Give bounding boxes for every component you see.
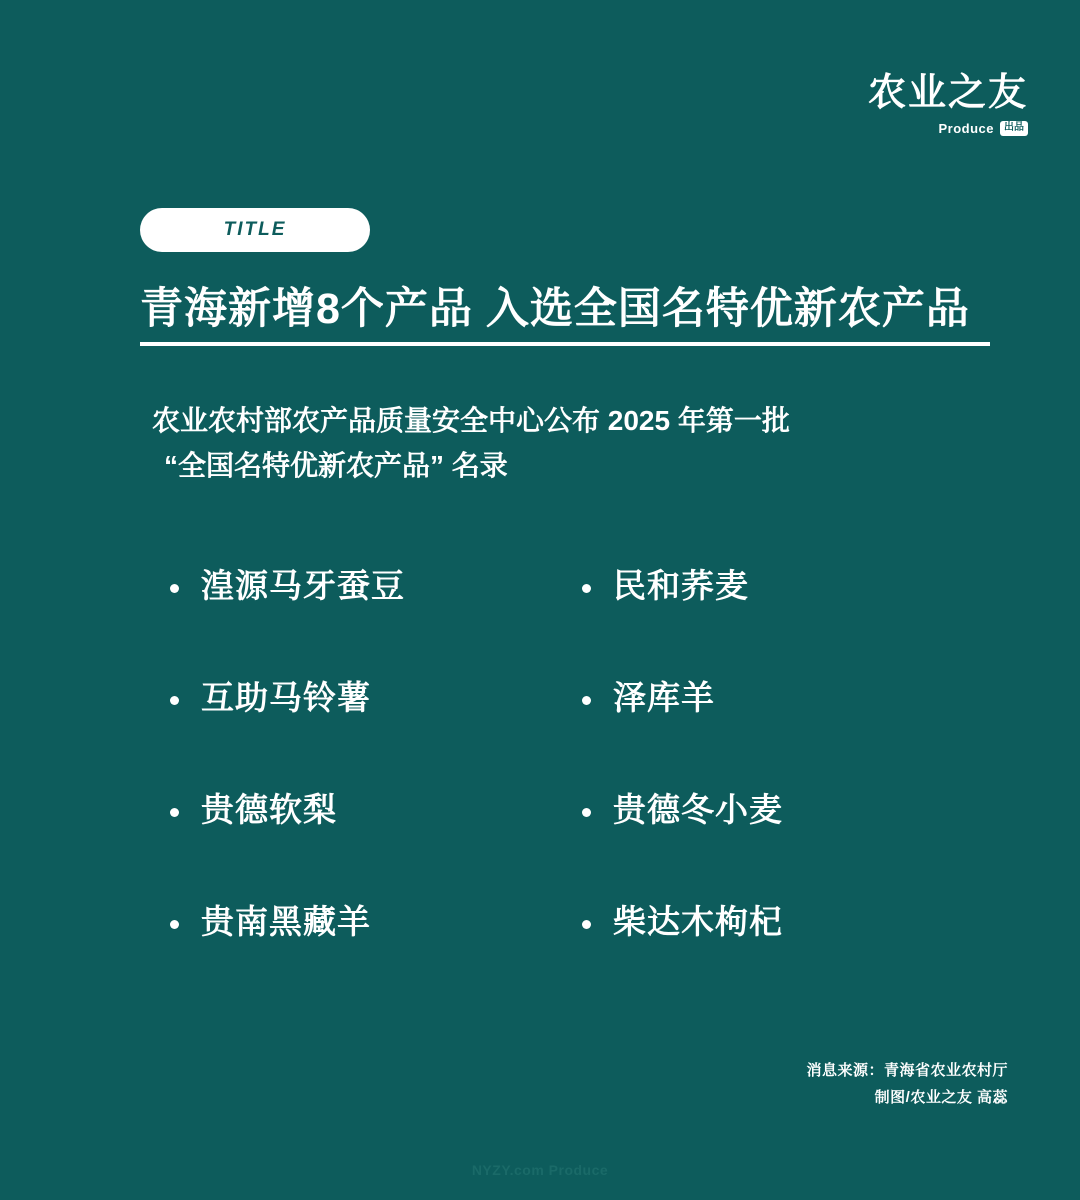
list-item-label: 互助马铃薯 bbox=[201, 679, 371, 716]
credits-author: 制图/农业之友 高蕊 bbox=[874, 1089, 1008, 1107]
lead-line-2: “全国名特优新农产品” 名录 bbox=[164, 450, 508, 482]
brand-subtitle-en: Produce bbox=[938, 121, 994, 136]
list-item-label: 贵德软梨 bbox=[201, 791, 337, 828]
list-item bbox=[560, 894, 950, 940]
bullet-dot-icon bbox=[582, 696, 591, 705]
bullet-dot-icon bbox=[170, 696, 179, 705]
bullet-dot-icon bbox=[170, 808, 179, 817]
list-item bbox=[150, 670, 560, 716]
list-item bbox=[560, 670, 950, 716]
product-list bbox=[150, 558, 950, 1006]
list-item bbox=[560, 558, 950, 604]
list-item bbox=[150, 894, 560, 940]
title-divider bbox=[140, 342, 990, 346]
brand-subtitle-row bbox=[868, 121, 1028, 136]
brand-name: 农业之友 bbox=[867, 72, 1028, 114]
list-item bbox=[150, 782, 560, 828]
bullet-dot-icon bbox=[170, 584, 179, 593]
bullet-dot-icon bbox=[582, 920, 591, 929]
credits-source: 消息来源：青海省农业农村厅 bbox=[806, 1061, 1008, 1079]
list-item-label: 柴达木枸杞 bbox=[613, 903, 783, 940]
list-item bbox=[560, 782, 950, 828]
list-item bbox=[150, 558, 560, 604]
list-item-label: 湟源马牙蚕豆 bbox=[201, 567, 405, 604]
credits-block bbox=[806, 1057, 1008, 1113]
bullet-dot-icon bbox=[170, 920, 179, 929]
brand-logo bbox=[868, 74, 1028, 136]
list-item-label: 民和荞麦 bbox=[613, 567, 749, 604]
list-item-label: 贵南黑藏羊 bbox=[201, 903, 371, 940]
page-title: 青海新增8个产品 入选全国名特优新农产品 bbox=[140, 285, 970, 333]
title-tag-pill bbox=[140, 208, 370, 252]
list-item-label: 泽库羊 bbox=[613, 679, 715, 716]
bullet-dot-icon bbox=[582, 584, 591, 593]
lead-paragraph bbox=[152, 398, 982, 489]
bullet-dot-icon bbox=[582, 808, 591, 817]
lead-line-1: 农业农村部农产品质量安全中心公布 2025 年第一批 bbox=[152, 405, 790, 436]
list-item-label: 贵德冬小麦 bbox=[613, 791, 783, 828]
title-tag-label: TITLE bbox=[223, 219, 287, 240]
footer-watermark: NYZY.com Produce bbox=[471, 1162, 609, 1178]
brand-badge: 出品 bbox=[1000, 121, 1028, 136]
